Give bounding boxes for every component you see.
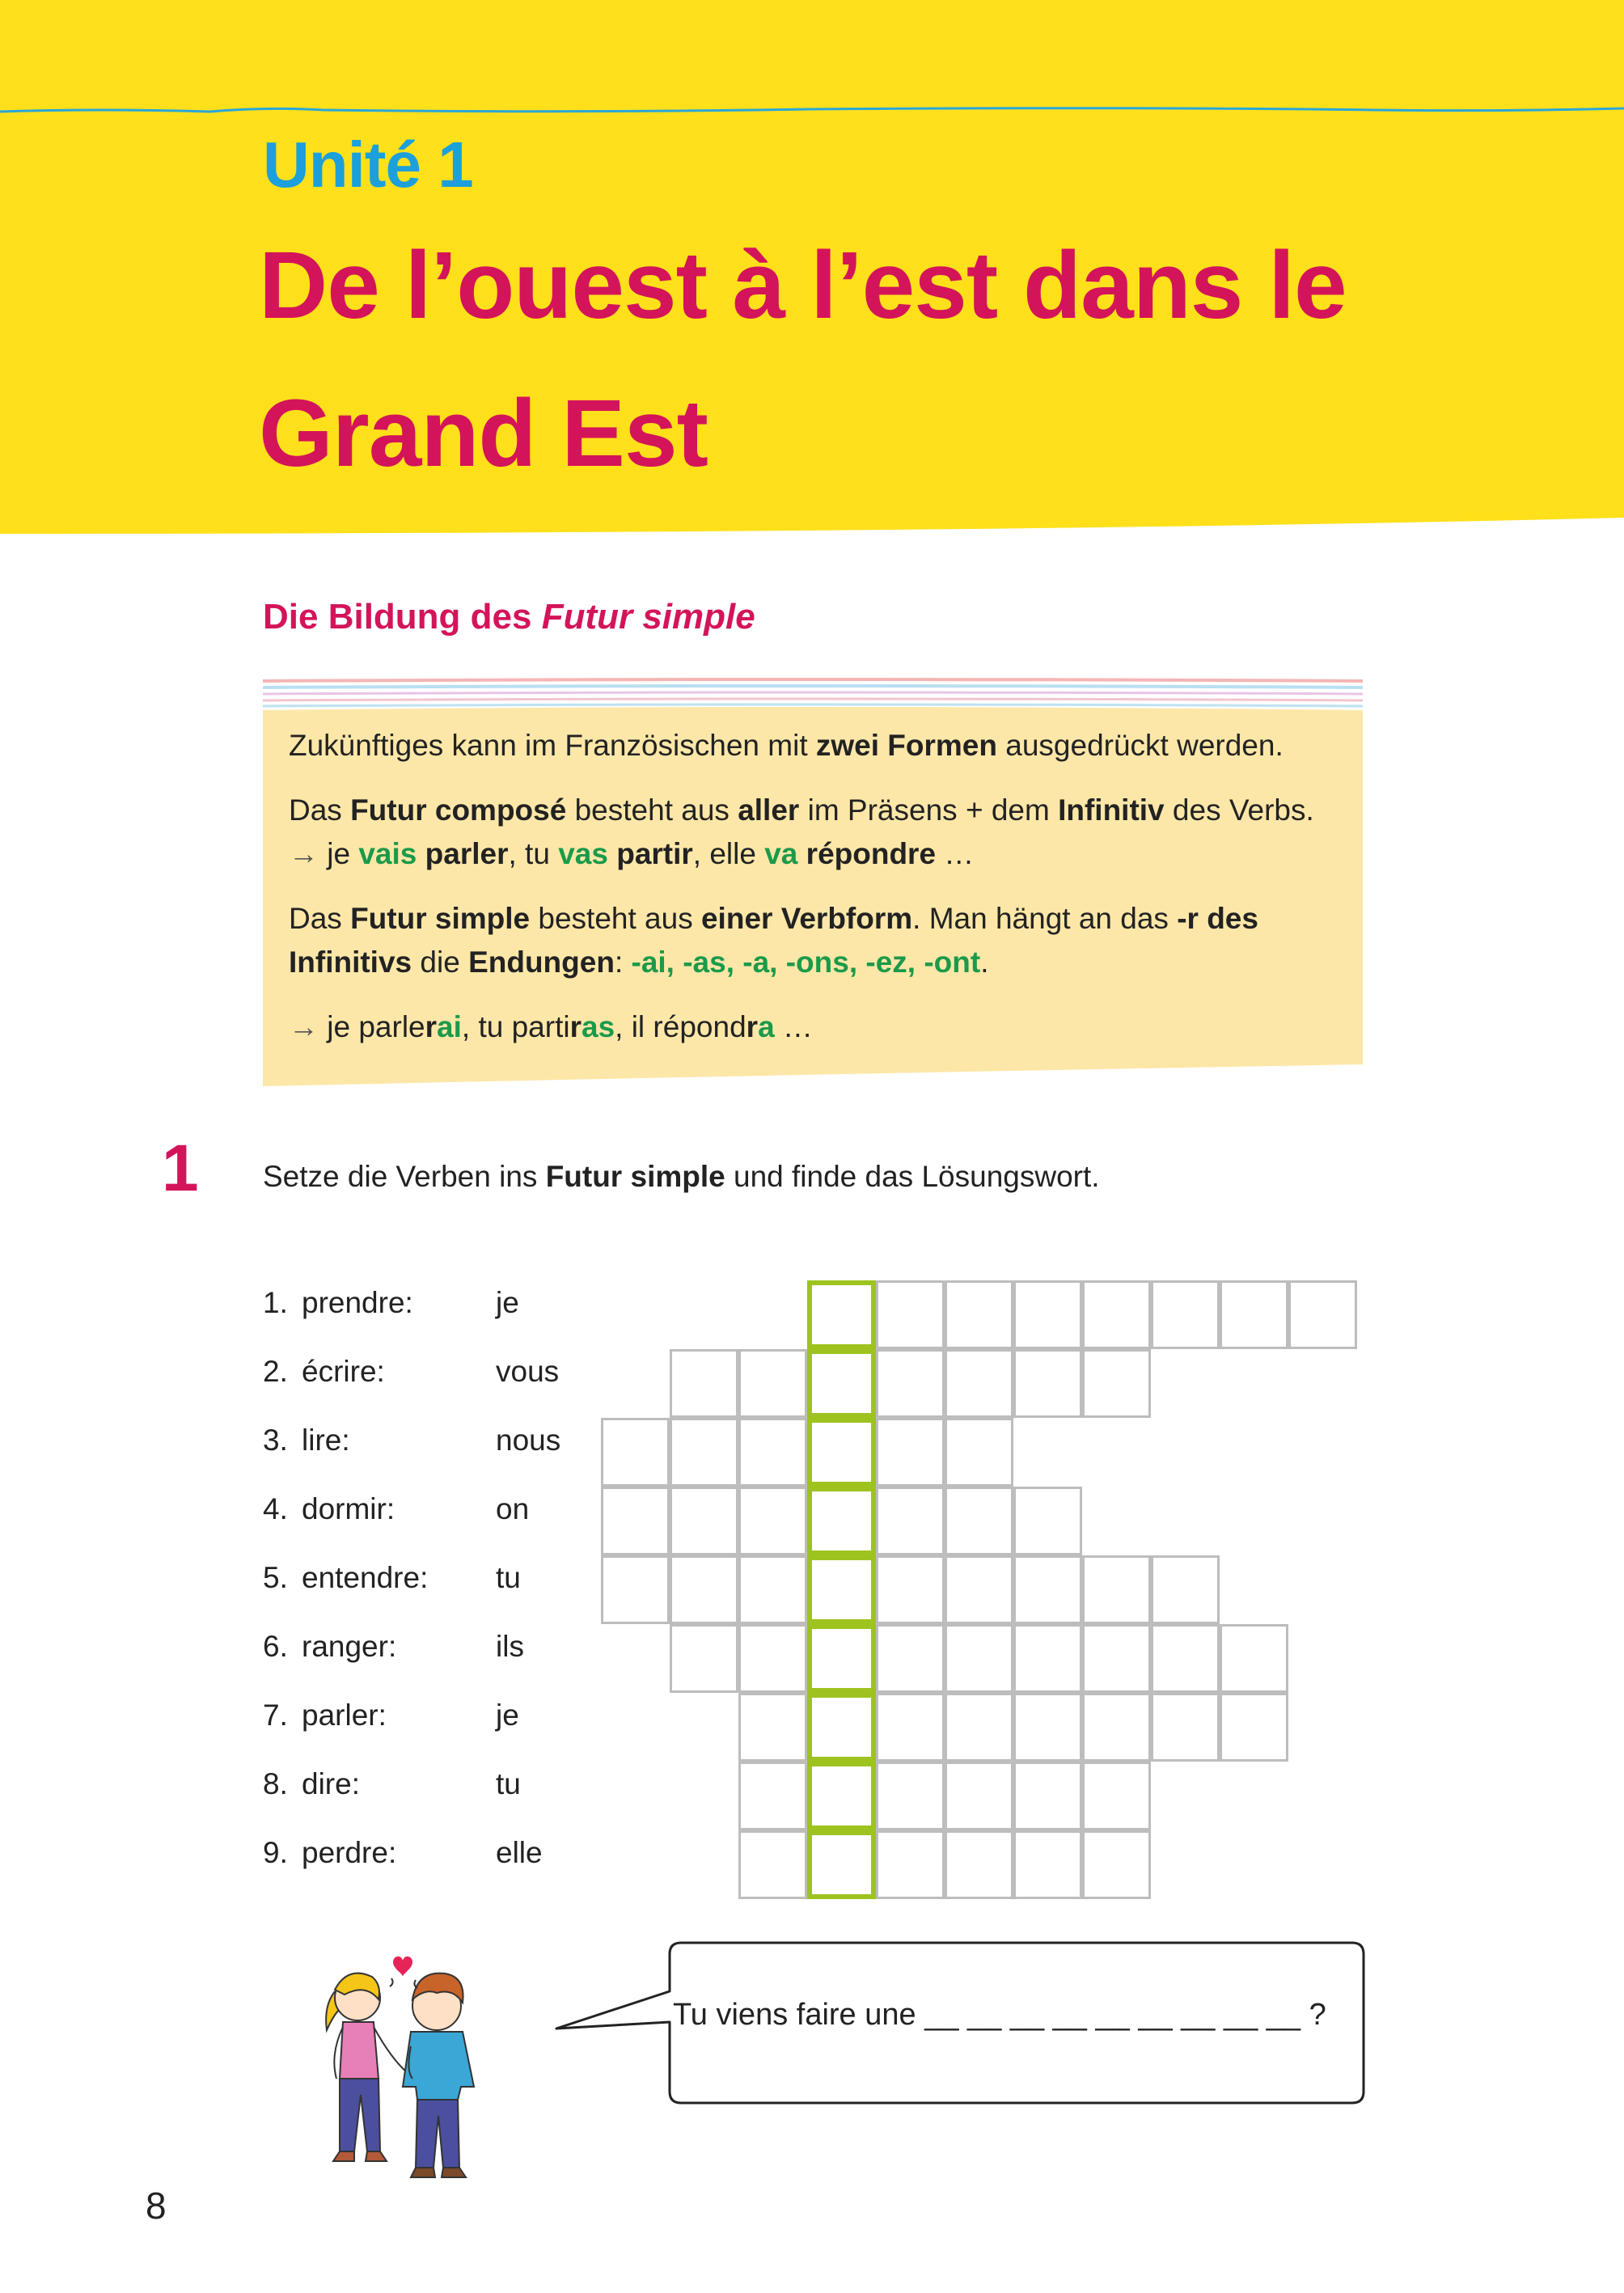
crossword-cell[interactable] [1013, 1693, 1082, 1762]
grammar-paragraph-2 [289, 789, 1372, 876]
page-title: De l’ouest à l’est dans le Grand Est [259, 232, 1347, 487]
text: im Präsens + dem [799, 793, 1059, 827]
section-heading [263, 597, 755, 637]
clue-number: 5. [263, 1561, 288, 1594]
bold-text: répondre [806, 837, 937, 870]
arrow-icon: → [289, 1010, 319, 1043]
crossword-cell[interactable] [1082, 1624, 1151, 1693]
section-heading-emphasis: Futur simple [541, 597, 755, 637]
crossword-cell[interactable] [945, 1487, 1013, 1555]
crossword-cell[interactable] [1013, 1349, 1082, 1418]
crossword-cell[interactable] [1082, 1280, 1151, 1349]
crossword-cell[interactable] [1151, 1693, 1220, 1762]
exercise-instruction [263, 1160, 1100, 1194]
text: Setze die Verben ins [263, 1160, 546, 1193]
crossword-cell[interactable] [738, 1487, 807, 1555]
text: , tu parti [461, 1010, 570, 1043]
clue-verb: dire: [302, 1767, 360, 1800]
bold-text: r [425, 1010, 438, 1043]
text: , il répond [615, 1010, 746, 1043]
bold-text: r [569, 1010, 582, 1043]
clue-number: 1. [263, 1286, 288, 1319]
crossword-cell[interactable] [876, 1624, 945, 1693]
clue-pronoun: elle [496, 1836, 543, 1869]
text: die [412, 946, 469, 979]
clue-pronoun: je [496, 1699, 519, 1732]
crossword-cell[interactable] [1082, 1555, 1151, 1624]
green-text: ai [437, 1010, 462, 1043]
clue-verb: entendre: [302, 1561, 429, 1594]
crossword-cell[interactable] [1151, 1555, 1220, 1624]
clue-verb: ranger: [302, 1630, 397, 1663]
crossword-cell[interactable] [738, 1349, 807, 1418]
text: Das [289, 793, 351, 827]
solution-cell[interactable] [807, 1555, 876, 1624]
green-text: -ai, -as, -a, -ons, -ez, -ont [631, 946, 981, 979]
bold-text: zwei Formen [815, 729, 997, 762]
clue-pronoun: on [496, 1492, 530, 1525]
crossword-cell[interactable] [1013, 1624, 1082, 1693]
clue-number: 2. [263, 1355, 288, 1388]
crossword-cell[interactable] [945, 1693, 1013, 1762]
unit-label: Unité 1 [263, 129, 473, 201]
speech-bubble-text: Tu viens faire une __ __ __ __ __ __ __ __ __ ? [673, 1998, 1326, 2032]
clue-pronoun: tu [496, 1767, 521, 1800]
grammar-paragraph-1 [289, 724, 1372, 768]
girl-figure [326, 1974, 412, 2161]
clue-number: 3. [263, 1424, 288, 1457]
clue-number: 4. [263, 1492, 288, 1525]
text [608, 837, 616, 870]
bold-text: Futur simple [350, 902, 531, 935]
crossword-cell[interactable] [945, 1280, 1013, 1349]
text: je parle [319, 1010, 425, 1043]
green-text: vas [558, 837, 608, 870]
solution-cell[interactable] [807, 1624, 876, 1693]
solution-cell[interactable] [807, 1418, 876, 1487]
crossword-cell[interactable] [601, 1487, 670, 1555]
crossword-cell[interactable] [945, 1624, 1013, 1693]
text [417, 837, 425, 870]
bold-text: Futur composé [350, 793, 567, 827]
bold-text: partir [616, 837, 693, 870]
crossword-cell[interactable] [738, 1418, 807, 1487]
crossword-cell[interactable] [876, 1555, 945, 1624]
clue-verb: perdre: [302, 1836, 397, 1869]
clue-number: 6. [263, 1630, 288, 1663]
couple-illustration [315, 1941, 542, 2200]
crossword-cell[interactable] [601, 1418, 670, 1487]
crossword-cell[interactable] [876, 1280, 945, 1349]
bold-text: Endungen [468, 946, 615, 979]
solution-cell[interactable] [807, 1762, 876, 1830]
text [797, 837, 806, 870]
crossword-cell[interactable] [670, 1418, 738, 1487]
text: , tu [508, 837, 559, 870]
crossword-cell[interactable] [738, 1555, 807, 1624]
crossword-cell[interactable] [876, 1762, 945, 1830]
clue-verb: parler: [302, 1699, 387, 1732]
crossword-cell[interactable] [876, 1349, 945, 1418]
clue-pronoun: vous [496, 1355, 560, 1388]
grammar-text [289, 724, 1372, 1070]
bold-text: Infinitiv [1058, 793, 1165, 827]
text: , elle [692, 837, 765, 870]
crossword-cell[interactable] [738, 1693, 807, 1762]
crossword-cell[interactable] [1082, 1830, 1151, 1899]
crossword-cell[interactable] [1013, 1555, 1082, 1624]
text: ausgedrückt werden. [996, 729, 1284, 762]
crossword-cell[interactable] [876, 1693, 945, 1762]
bold-text: einer Verbform [700, 902, 913, 935]
clue-verb: dormir: [302, 1492, 395, 1525]
text: … [774, 1010, 813, 1043]
crossword-cell[interactable] [1013, 1830, 1082, 1899]
solution-cell[interactable] [807, 1349, 876, 1418]
crossword-cell[interactable] [601, 1555, 670, 1624]
solution-cell[interactable] [807, 1830, 876, 1899]
crossword-cell[interactable] [670, 1555, 738, 1624]
arrow-icon: → [289, 837, 319, 870]
crossword-cell[interactable] [670, 1349, 738, 1418]
text: und finde das Lösungswort. [725, 1160, 1100, 1193]
crossword-cell[interactable] [738, 1830, 807, 1899]
green-text: a [758, 1010, 775, 1043]
boy-figure [403, 1974, 474, 2177]
solution-cell[interactable] [807, 1693, 876, 1762]
text: … [936, 837, 975, 870]
crossword-cell[interactable] [945, 1349, 1013, 1418]
clue-verb: lire: [302, 1424, 350, 1457]
clue-pronoun: tu [496, 1561, 521, 1594]
green-text: vais [358, 837, 417, 870]
bold-text: -r des Infinitivs [289, 902, 1258, 979]
clue-pronoun: nous [496, 1424, 561, 1457]
crossword-cell[interactable] [945, 1418, 1013, 1487]
bold-text: r [746, 1010, 759, 1043]
clue-number: 7. [263, 1699, 288, 1732]
green-text: as [582, 1010, 615, 1043]
bold-text: parler [425, 837, 509, 870]
text: : [614, 946, 632, 979]
crossword-cell[interactable] [1082, 1762, 1151, 1830]
crossword-cell[interactable] [1151, 1624, 1220, 1693]
text: des Verbs. [1164, 793, 1314, 827]
clue-number: 8. [263, 1767, 288, 1800]
crossword-cell[interactable] [1220, 1693, 1288, 1762]
grammar-paragraph-4 [289, 1005, 1372, 1049]
text: . [980, 946, 989, 979]
text: Zukünftiges kann im Französischen mit [289, 729, 816, 762]
crossword-cell[interactable] [1220, 1624, 1288, 1693]
crossword-cell[interactable] [876, 1830, 945, 1899]
section-heading-prefix: Die Bildung des [263, 597, 542, 637]
exercise-number: 1 [162, 1132, 199, 1205]
text: besteht aus [530, 902, 701, 935]
text: . Man hängt an das [912, 902, 1178, 935]
heart-icon [390, 1957, 417, 1988]
solution-cell[interactable] [807, 1280, 876, 1349]
page-number: 8 [146, 2185, 167, 2227]
green-text: va [764, 837, 798, 870]
bold-text: aller [738, 793, 800, 827]
crossword-cell[interactable] [1151, 1280, 1220, 1349]
crossword-cell[interactable] [1220, 1280, 1288, 1349]
crossword-cell[interactable] [670, 1487, 738, 1555]
clue-pronoun: je [496, 1286, 519, 1319]
crossword-cell[interactable] [1013, 1280, 1082, 1349]
text: je [319, 837, 359, 870]
crossword-cell[interactable] [1082, 1349, 1151, 1418]
crossword-cell[interactable] [876, 1418, 945, 1487]
clue-pronoun: ils [496, 1630, 524, 1663]
crossword-cell[interactable] [1082, 1693, 1151, 1762]
crossword-cell[interactable] [1288, 1280, 1357, 1349]
text: Das [289, 902, 351, 935]
grammar-paragraph-3 [289, 897, 1356, 984]
crossword-cell[interactable] [945, 1830, 1013, 1899]
crossword-cell[interactable] [945, 1762, 1013, 1830]
bold-text: Futur simple [545, 1160, 725, 1193]
crossword-cell[interactable] [1013, 1487, 1082, 1555]
clue-verb: écrire: [302, 1355, 385, 1388]
crossword-cell[interactable] [738, 1762, 807, 1830]
crossword-cell[interactable] [945, 1555, 1013, 1624]
clue-number: 9. [263, 1836, 288, 1869]
crossword-cell[interactable] [1013, 1762, 1082, 1830]
text: besteht aus [566, 793, 738, 827]
crossword-cell[interactable] [670, 1624, 738, 1693]
solution-cell[interactable] [807, 1487, 876, 1555]
crossword-cell[interactable] [876, 1487, 945, 1555]
clue-verb: prendre: [302, 1286, 413, 1319]
crossword-cell[interactable] [738, 1624, 807, 1693]
